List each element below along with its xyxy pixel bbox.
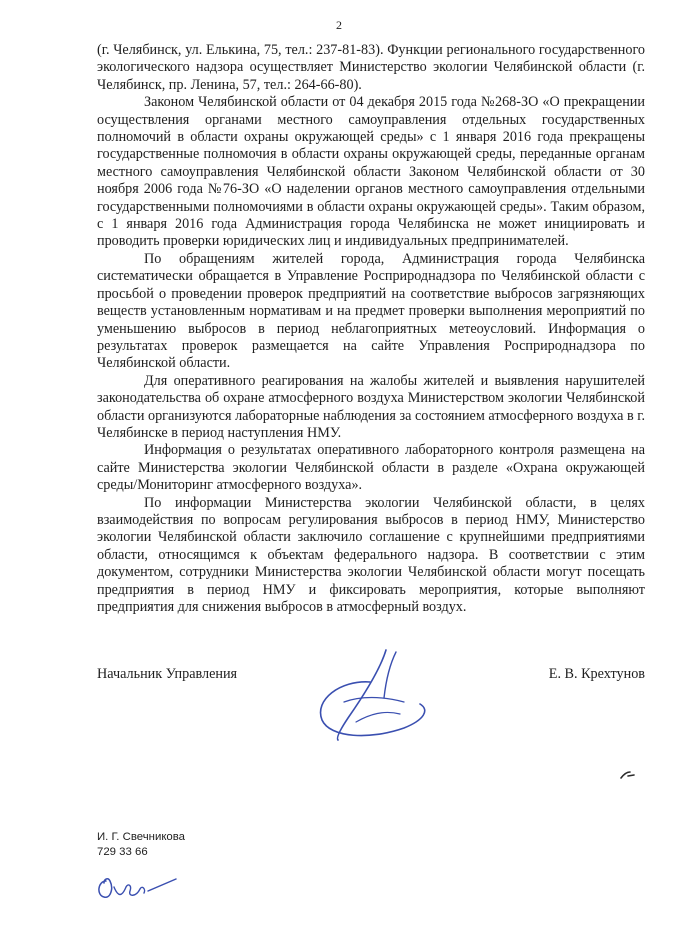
paragraph-2: Законом Челябинской области от 04 декабря 2015 года №268-ЗО «О прекращении осуществления органами местного самоуправления отдельных государственных полномочий в области охраны окружающей среды» с 1 января 2016 года прекращены государственные полномочия в области охраны окружающей среды, переданные органам местного самоуправления Челябинской области Законом Челябинской области от 30 ноября 2006 года №76-ЗО «О наделении органов местного самоуправления отдельными государственными полномочиями в области охраны окружающей среды». Таким образом, с 1 января 2016 года Администрация города Челябинска не может инициировать и проводить проверки юридических лиц и индивидуальных предпринимателей. [97,94,645,250]
paragraph-1: (г. Челябинск, ул. Елькина, 75, тел.: 237-81-83). Функции регионального государственного экологического надзора осуществляет Министерство экологии Челябинской области (г. Челябинск, пр. Ленина, 57, тел.: 264-66-80). [97,42,645,93]
letter-body [97,42,645,616]
initials-signature-icon [92,867,182,903]
signatory-name: Е. В. Крехтунов [548,666,645,682]
executor-info [97,830,185,860]
paragraph-6: По информации Министерства экологии Челябинской области, в целях взаимодействия по вопросам регулирования выбросов в период НМУ, Министерство экологии Челябинской области заключило соглашение с крупнейшими предприятиями области, относящимся к объектам федерального надзора. В соответствии с этим документом, сотрудники Министерства экологии Челябинской области могут посещать предприятия в период НМУ и фиксировать мероприятия, которые выполняют предприятия для снижения выбросов в атмосферный воздух. [97,494,645,615]
paragraph-5: Информация о результатах оперативного лабораторного контроля размещена на сайте Министерства экологии Челябинской области в разделе «Охрана окружающей среды/Мониторинг атмосферного воздуха». [97,442,645,494]
ink-mark-icon [618,768,638,782]
signatory-position: Начальник Управления [97,666,238,682]
executor-phone: 729 33 66 [97,846,148,858]
executor-name: И. Г. Свечникова [97,831,186,843]
page-number: 2 [336,18,342,32]
paragraph-4: Для оперативного реагирования на жалобы жителей и выявления нарушителей законодательства об охране атмосферного воздуха Министерством экологии Челябинской области организуются лабораторные наблюдения за состоянием атмосферного воздуха в г. Челябинске в период наступления НМУ. [97,372,645,441]
handwritten-signature-icon [300,640,440,750]
paragraph-3: По обращениям жителей города, Администрация города Челябинска систематически обращается в Управление Росприроднадзора по Челябинской области с просьбой о проведении проверок предприятий на соответствие выбросов загрязняющих веществ установленным нормативам и на предмет проверки выполнения мероприятий по уменьшению выбросов в период неблагоприятных метеоусловий. Информация о результатах проверок размещается на сайте Управления Росприроднадзора по Челябинской области. [97,250,645,372]
